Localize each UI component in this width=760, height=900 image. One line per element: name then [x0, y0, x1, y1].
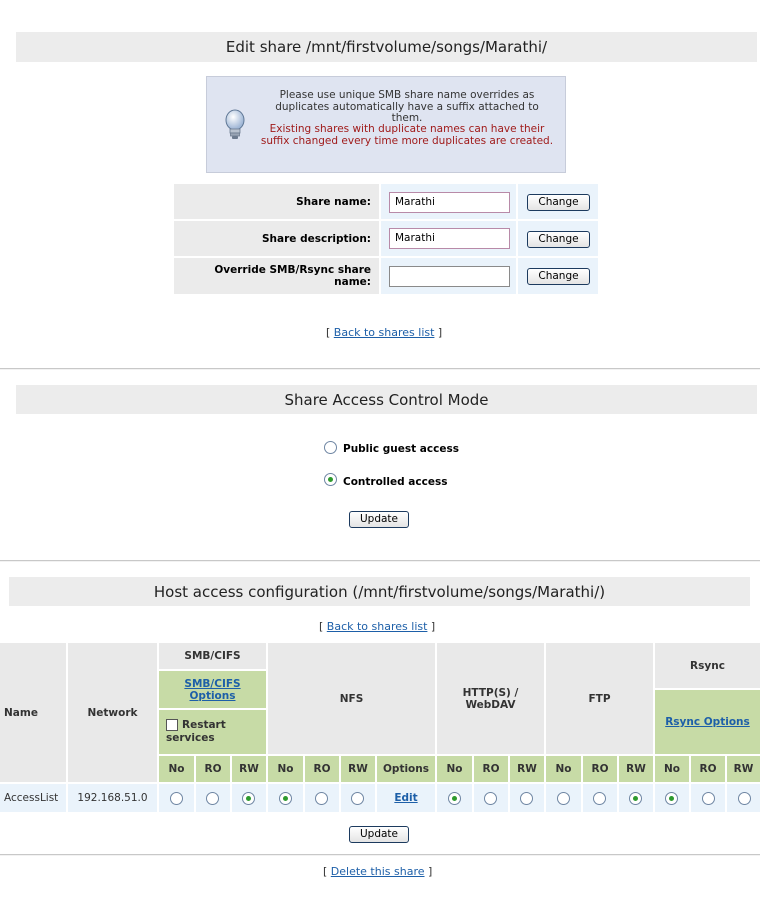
header-name: Name: [0, 643, 66, 782]
public-guest-access-label: Public guest access: [343, 443, 459, 455]
http-no-header: No: [437, 756, 472, 782]
ftp-rw-radio[interactable]: [629, 792, 642, 805]
change-override-name-button[interactable]: Change: [527, 268, 590, 285]
back-to-shares-link[interactable]: Back to shares list: [333, 326, 435, 339]
rsync-ro-radio[interactable]: [702, 792, 715, 805]
smb-rw-header: RW: [232, 756, 266, 782]
share-name-label: Share name:: [174, 184, 379, 219]
row-name: AccessList: [0, 784, 66, 812]
host-back-to-shares-link[interactable]: Back to shares list: [326, 620, 428, 633]
header-network: Network: [68, 643, 157, 782]
edit-share-title-text: Edit share /mnt/firstvolume/songs/Marathi/: [225, 38, 548, 56]
header-nfs: NFS: [268, 643, 435, 754]
ftp-no-header: No: [546, 756, 581, 782]
smb-no-header: No: [159, 756, 194, 782]
host-access-update-button[interactable]: Update: [349, 826, 409, 843]
nfs-no-header: No: [268, 756, 303, 782]
smb-options-cell: [159, 671, 266, 708]
nfs-ro-radio[interactable]: [315, 792, 328, 805]
http-ro-header: RO: [474, 756, 508, 782]
header-http: HTTP(S) / WebDAV: [437, 643, 544, 754]
access-mode-update-button[interactable]: Update: [349, 511, 409, 528]
divider: [0, 854, 760, 856]
nfs-ro-header: RO: [305, 756, 339, 782]
override-name-label: Override SMB/Rsync share name:: [174, 258, 379, 294]
restart-services-label: Restart services: [166, 719, 226, 744]
rsync-rw-header: RW: [727, 756, 760, 782]
smb-no-radio[interactable]: [170, 792, 183, 805]
rsync-rw-radio[interactable]: [738, 792, 751, 805]
rsync-no-radio[interactable]: [665, 792, 678, 805]
restart-services-checkbox[interactable]: [166, 719, 178, 731]
nfs-rw-header: RW: [341, 756, 375, 782]
smb-options-link[interactable]: SMB/CIFS Options: [184, 677, 241, 702]
divider: [0, 368, 760, 370]
share-name-input[interactable]: Marathi: [389, 192, 510, 213]
ftp-ro-header: RO: [583, 756, 617, 782]
change-share-name-button[interactable]: Change: [527, 194, 590, 211]
rsync-options-cell: [655, 690, 760, 754]
ftp-ro-radio[interactable]: [593, 792, 606, 805]
info-warning: Existing shares with duplicate names can have their suffix changed every time more duplicates are created.: [260, 123, 554, 147]
http-no-radio[interactable]: [448, 792, 461, 805]
nfs-options-header: Options: [377, 756, 435, 782]
ftp-no-radio[interactable]: [557, 792, 570, 805]
host-access-title-text: Host access configuration (/mnt/firstvolume/songs/Marathi/): [153, 582, 606, 601]
divider: [0, 560, 760, 562]
share-description-label: Share description:: [174, 221, 379, 256]
access-mode-title-text: Share Access Control Mode: [284, 390, 489, 409]
nfs-no-radio[interactable]: [279, 792, 292, 805]
smb-ro-header: RO: [196, 756, 230, 782]
controlled-access-label: Controlled access: [343, 476, 448, 488]
host-back-link-wrapper: [ Back to shares list ]: [319, 620, 436, 633]
rsync-options-link[interactable]: Rsync Options: [665, 716, 750, 728]
header-smb: SMB/CIFS: [159, 643, 266, 669]
http-rw-header: RW: [510, 756, 544, 782]
info-message: Please use unique SMB share name overrides as duplicates automatically have a suffix attached to them.: [275, 89, 539, 124]
header-rsync: Rsync: [655, 643, 760, 688]
nfs-rw-radio[interactable]: [351, 792, 364, 805]
change-share-description-button[interactable]: Change: [527, 231, 590, 248]
nfs-options-cell: [377, 784, 435, 812]
smb-rw-radio[interactable]: [242, 792, 255, 805]
lightbulb-icon: [220, 107, 250, 143]
share-description-input[interactable]: Marathi: [389, 228, 510, 249]
public-guest-access-radio[interactable]: [324, 441, 337, 454]
delete-share-link[interactable]: Delete this share: [330, 865, 425, 878]
header-ftp: FTP: [546, 643, 653, 754]
nfs-edit-link[interactable]: Edit: [394, 792, 418, 804]
ftp-rw-header: RW: [619, 756, 653, 782]
host-access-title: [9, 577, 750, 606]
http-ro-radio[interactable]: [484, 792, 497, 805]
rsync-ro-header: RO: [691, 756, 725, 782]
controlled-access-radio[interactable]: [324, 473, 337, 486]
restart-services-cell: [159, 710, 266, 754]
edit-share-title: [16, 32, 757, 62]
override-name-input[interactable]: [389, 266, 510, 287]
access-mode-title: [16, 385, 757, 414]
delete-share-wrapper: [ Delete this share ]: [323, 865, 433, 878]
http-rw-radio[interactable]: [520, 792, 533, 805]
rsync-no-header: No: [655, 756, 689, 782]
back-to-shares-link-wrapper: [ Back to shares list ]: [326, 326, 443, 339]
smb-ro-radio[interactable]: [206, 792, 219, 805]
row-network: 192.168.51.0: [68, 784, 157, 812]
